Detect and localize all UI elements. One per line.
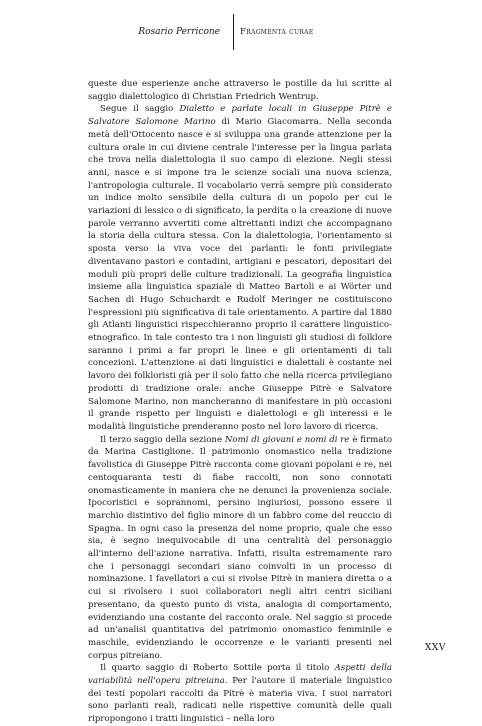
paragraph-4-text: . Per l'autore il materiale linguistico dei testi popolari raccolti da Pitrè è materia viva. I suoi narratori sono parlanti reali, radicati nelle rispettive comunità delle quali ripropongono i tratti linguistici – nella loro (88, 676, 392, 725)
running-header-title: Fragmenta curae (240, 27, 314, 37)
main-text (88, 78, 392, 726)
paragraph-2-essay-title: Dialetto e parlate locali in Giuseppe Pitrè e Salvatore Salomone Marino (88, 104, 392, 128)
paragraph-2 (88, 103, 392, 433)
paragraph-4 (88, 662, 392, 726)
paragraph-2-text: di Mario Giacomarra. Nella seconda metà dell'Ottocento nasce e si sviluppa una grande attenzione per la cultura orale in cui diviene centrale l'interesse per la lingua parlata che trova nella dialettologia il suo campo di elezione. Negli stessi anni, nasce e si impone tra le scienze sociali una nuova scienza, l'antropologia culturale. Il vocabolario verrà sempre più considerato un indice molto sensibile della cultura di un popolo per cui le variazioni di lessico o di significato, la perdita o la creazione di nuove parole verranno avvertiti come altrettanti indizi che accompagnano la storia della cultura stessa. Con la dialettologia, l'orientamento si sposta verso la viva voce dei parlanti: le fonti privilegiate diventavano pastori e contadini, artigiani e pescatori, depositari dei moduli più propri delle culture tradizionali. La geografia linguistica insieme alla linguistica spaziale di Matteo Bartoli e ai Wörter und Sachen di Hugo Schuchardt e Rudolf Meringer ne costituiscono l'espressioni più significativa di tale orientamento. A partire dal 1880 gli Atlanti linguistici rispecchieranno proprio il carattere linguistico-etnografico. In tale contesto tra i non linguisti gli studiosi di folklore saranno i primi a far propri le linee e gli orientamenti di tali concezioni. L'attenzione ai dati linguistici e dialettali è costante nel lavoro dei folkloristi già per il solo fatto che nella ricerca privilegiano prodotti di tradizione orale: anche Giuseppe Pitrè e Salvatore Salomone Marino, non mancheranno di manifestare in più occasioni il grande rispetto per linguisti e dialettologi e gli interessi e le modalità linguistiche prenderanno posto nel loro lavoro di ricerca. (88, 117, 392, 432)
paragraph-3-essay-title: Nomi di giovani e nomi di re (224, 434, 350, 445)
paragraph-4-essay-title: Aspetti della variabilità nell'opera pitreiana (88, 663, 392, 687)
running-header-author: Rosario Perricone (138, 27, 220, 37)
paragraph-3-text: è firmato da Marina Castiglione. Il patrimonio onomastico nella tradizione favolistica di Giuseppe Pitrè racconta come giovani popolani e re, nei centoquaranta testi di fiabe raccolti, non sono connotati onomasticamente in maniera che ne denunci la provenienza sociale. Ipocoristici e soprannomi, persino ingiuriosi, possono essere il marchio distintivo del figlio minore di un fabbro come del reuccio di Spagna. In ogni caso la presenza del nome proprio, quale che esso sia, è segno inequivocabile di una centralità del personaggio all'interno dell'azione narrativa. Infatti, risulta estremamente raro che i personaggi secondari siano coinvolti in un processo di nominazione. I favellatori a cui si rivolse Pitrè in maniera diretta o a cui si rivolsero i suoi collaboratori negli altri centri siciliani presentano, da questo punto di vista, analogia di comportamento, evidenziando una costante del racconto orale. Nel saggio si procede ad un'analisi quantitativa del patrimonio onomastico femminile e maschile, evidenziando le occorrenze e le varianti presenti nel corpus pitreiano. (88, 434, 392, 661)
running-header (0, 0, 482, 60)
paragraph-1 (88, 78, 392, 103)
paragraph-4-lead: Il quarto saggio di Roberto Sottile porta il titolo (100, 663, 335, 674)
paragraph-3 (88, 434, 392, 663)
paragraph-2-lead: Segue il saggio (100, 104, 180, 115)
paragraph-1-text: queste due esperienze anche attraverso le postille da lui scritte al saggio dialettologico di Christian Friedrich Wentrup. (88, 79, 392, 102)
page-number: XXV (425, 643, 446, 653)
header-divider (233, 14, 234, 50)
paragraph-3-lead: Il terzo saggio della sezione (100, 434, 225, 445)
